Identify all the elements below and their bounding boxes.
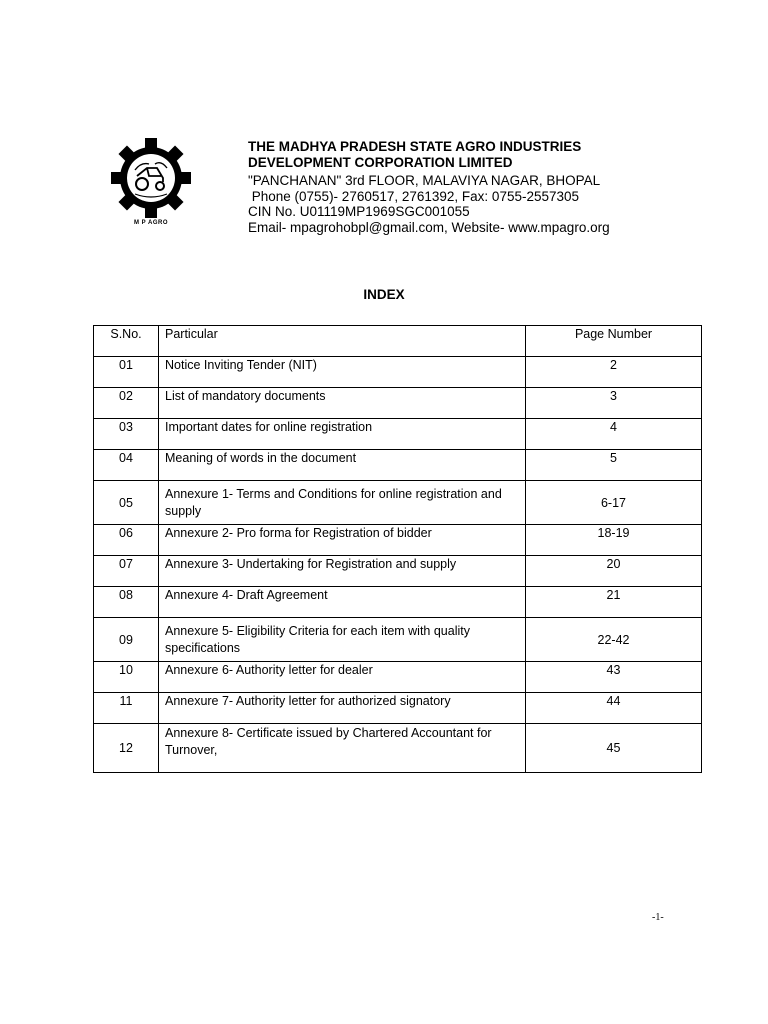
- logo-caption: M P AGRO: [133, 220, 168, 226]
- row-sno: 03: [94, 419, 159, 450]
- table-row: [94, 525, 702, 556]
- row-particular: List of mandatory documents: [159, 388, 526, 419]
- row-page: 20: [526, 556, 702, 587]
- row-page: 4: [526, 419, 702, 450]
- row-page: 45: [526, 724, 702, 773]
- header-particular: Particular: [159, 326, 526, 357]
- contact-line: Email- mpagrohobpl@gmail.com, Website- www.mpagro.org: [248, 219, 610, 235]
- phone-line: Phone (0755)- 2760517, 2761392, Fax: 0755-2557305: [248, 188, 580, 204]
- table-row: [94, 357, 702, 388]
- row-sno: 04: [94, 450, 159, 481]
- table-row: [94, 724, 702, 773]
- row-particular: Annexure 1- Terms and Conditions for online registration and supply: [159, 481, 526, 525]
- row-particular: Annexure 2- Pro forma for Registration of bidder: [159, 525, 526, 556]
- table-row: [94, 388, 702, 419]
- row-page: 22-42: [526, 618, 702, 662]
- row-particular: Annexure 7- Authority letter for authorized signatory: [159, 693, 526, 724]
- row-particular: Annexure 8- Certificate issued by Chartered Accountant for Turnover,: [159, 724, 526, 773]
- row-sno: 01: [94, 357, 159, 388]
- row-sno: 08: [94, 587, 159, 618]
- address-line: "PANCHANAN" 3rd FLOOR, MALAVIYA NAGAR, BHOPAL: [248, 173, 601, 188]
- row-sno: 07: [94, 556, 159, 587]
- index-table: [93, 325, 702, 773]
- row-sno: 10: [94, 662, 159, 693]
- table-header-row: [94, 326, 702, 357]
- table-row: [94, 450, 702, 481]
- row-page: 5: [526, 450, 702, 481]
- row-sno: 06: [94, 525, 159, 556]
- row-page: 21: [526, 587, 702, 618]
- row-page: 3: [526, 388, 702, 419]
- row-particular: Annexure 4- Draft Agreement: [159, 587, 526, 618]
- row-sno: 02: [94, 388, 159, 419]
- row-particular: Annexure 6- Authority letter for dealer: [159, 662, 526, 693]
- row-sno: 11: [94, 693, 159, 724]
- table-row: [94, 693, 702, 724]
- row-particular: Meaning of words in the document: [159, 450, 526, 481]
- cin-line: CIN No. U01119MP1969SGC001055: [248, 204, 470, 219]
- row-particular: Important dates for online registration: [159, 419, 526, 450]
- org-name-line-1: THE MADHYA PRADESH STATE AGRO INDUSTRIES: [248, 139, 582, 154]
- row-particular: Annexure 5- Eligibility Criteria for each item with quality specifications: [159, 618, 526, 662]
- row-page: 43: [526, 662, 702, 693]
- table-row: [94, 618, 702, 662]
- row-page: 6-17: [526, 481, 702, 525]
- row-sno: 09: [94, 618, 159, 662]
- gear-logo-icon: [108, 138, 194, 220]
- header-sno: S.No.: [94, 326, 159, 357]
- row-sno: 12: [94, 724, 159, 773]
- row-particular: Annexure 3- Undertaking for Registration and supply: [159, 556, 526, 587]
- table-row: [94, 419, 702, 450]
- org-name-line-2: DEVELOPMENT CORPORATION LIMITED: [248, 155, 513, 170]
- row-particular: Notice Inviting Tender (NIT): [159, 357, 526, 388]
- letterhead: [248, 139, 748, 235]
- table-row: [94, 587, 702, 618]
- table-row: [94, 481, 702, 525]
- page-number: -1-: [652, 912, 664, 923]
- row-sno: 05: [94, 481, 159, 525]
- index-title: INDEX: [363, 287, 405, 302]
- table-row: [94, 662, 702, 693]
- row-page: 18-19: [526, 525, 702, 556]
- table-row: [94, 556, 702, 587]
- company-logo: [108, 138, 194, 232]
- row-page: 44: [526, 693, 702, 724]
- row-page: 2: [526, 357, 702, 388]
- header-page-number: Page Number: [526, 326, 702, 357]
